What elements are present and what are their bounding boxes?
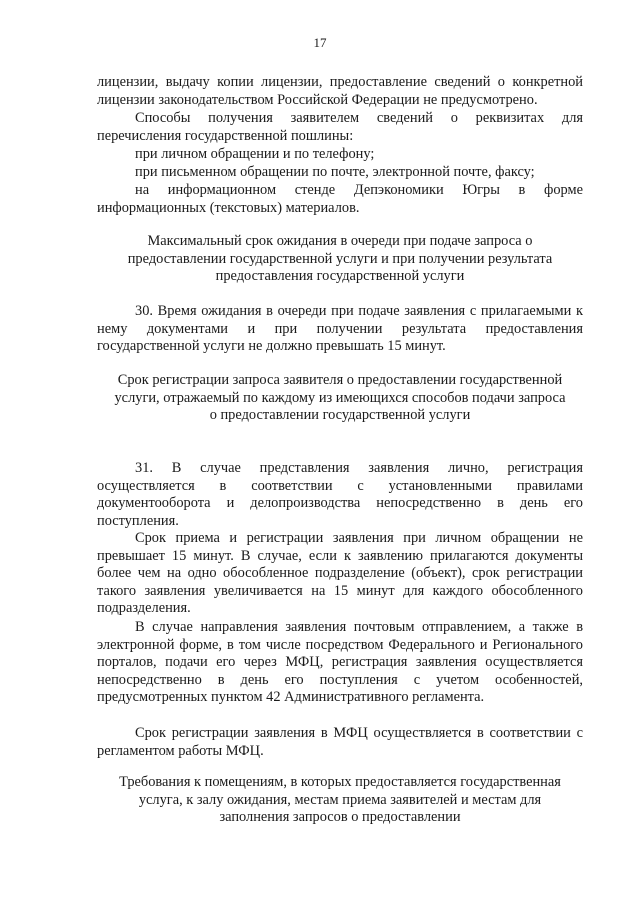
paragraph: В случае направления заявления почтовым отправлением, а также в электронной форме, в том числе посредством Федерального и Регионального порталов, подачи его через МФЦ, регистрация заявления осуществляется непосредственно в день его поступления с учетом особенностей, предусмотренных пунктом 42 Административного регламента. (97, 619, 583, 706)
paragraph-block (97, 460, 583, 530)
paragraph: на информационном стенде Депэкономики Югры в форме информационных (текстовых) материалов. (97, 182, 583, 216)
page-number: 17 (313, 35, 327, 50)
section-heading: Срок регистрации запроса заявителя о предоставлении государственной услуги, отражаемый по каждому из имеющихся способов подачи запроса о предоставлении государственной услуги (114, 372, 566, 424)
paragraph-block (97, 110, 583, 145)
section-heading-block (97, 372, 583, 425)
paragraph-block (97, 74, 583, 109)
paragraph: Срок регистрации заявления в МФЦ осуществляется в соответствии с регламентом работы МФЦ. (97, 725, 583, 759)
section-heading-block (97, 233, 583, 286)
paragraph: Способы получения заявителем сведений о реквизитах для перечисления государственной пошлины: (97, 110, 583, 144)
paragraph-block (97, 619, 583, 707)
paragraph-block (97, 725, 583, 760)
paragraph: при письменном обращении по почте, электронной почте, факсу; (135, 164, 535, 180)
paragraph: 30. Время ожидания в очереди при подаче заявления с прилагаемыми к нему документами и при получении результата предоставления государственной услуги не должно превышать 15 минут. (97, 303, 583, 355)
paragraph: лицензии, выдачу копии лицензии, предоставление сведений о конкретной лицензии законодательством Российской Федерации не предусмотрено. (97, 74, 583, 108)
paragraph-block (97, 182, 583, 217)
section-heading: Требования к помещениям, в которых предоставляется государственная услуга, к залу ожидания, местам приема заявителей и местам для заполнения запросов о предоставлении (119, 774, 561, 826)
section-heading: Максимальный срок ожидания в очереди при подаче запроса о предоставлении государственной услуги и при получении результата предоставления государственной услуги (127, 233, 553, 285)
paragraph: при личном обращении и по телефону; (135, 146, 375, 162)
section-heading-block (97, 774, 583, 827)
paragraph-block (97, 164, 583, 182)
paragraph-block (97, 146, 583, 164)
paragraph-block (97, 530, 583, 618)
paragraph: Срок приема и регистрации заявления при личном обращении не превышает 15 минут. В случае, если к заявлению прилагаются документы более чем на одно обособленное подразделение (объект), срок регистрации такого заявления увеличивается на 15 минут для каждого обособленного подразделения. (97, 530, 583, 617)
paragraph: 31. В случае представления заявления лично, регистрация осуществляется в соответствии с установленными правилами документооборота и делопроизводства непосредственно в день его поступления. (97, 460, 583, 529)
paragraph-block (97, 303, 583, 356)
